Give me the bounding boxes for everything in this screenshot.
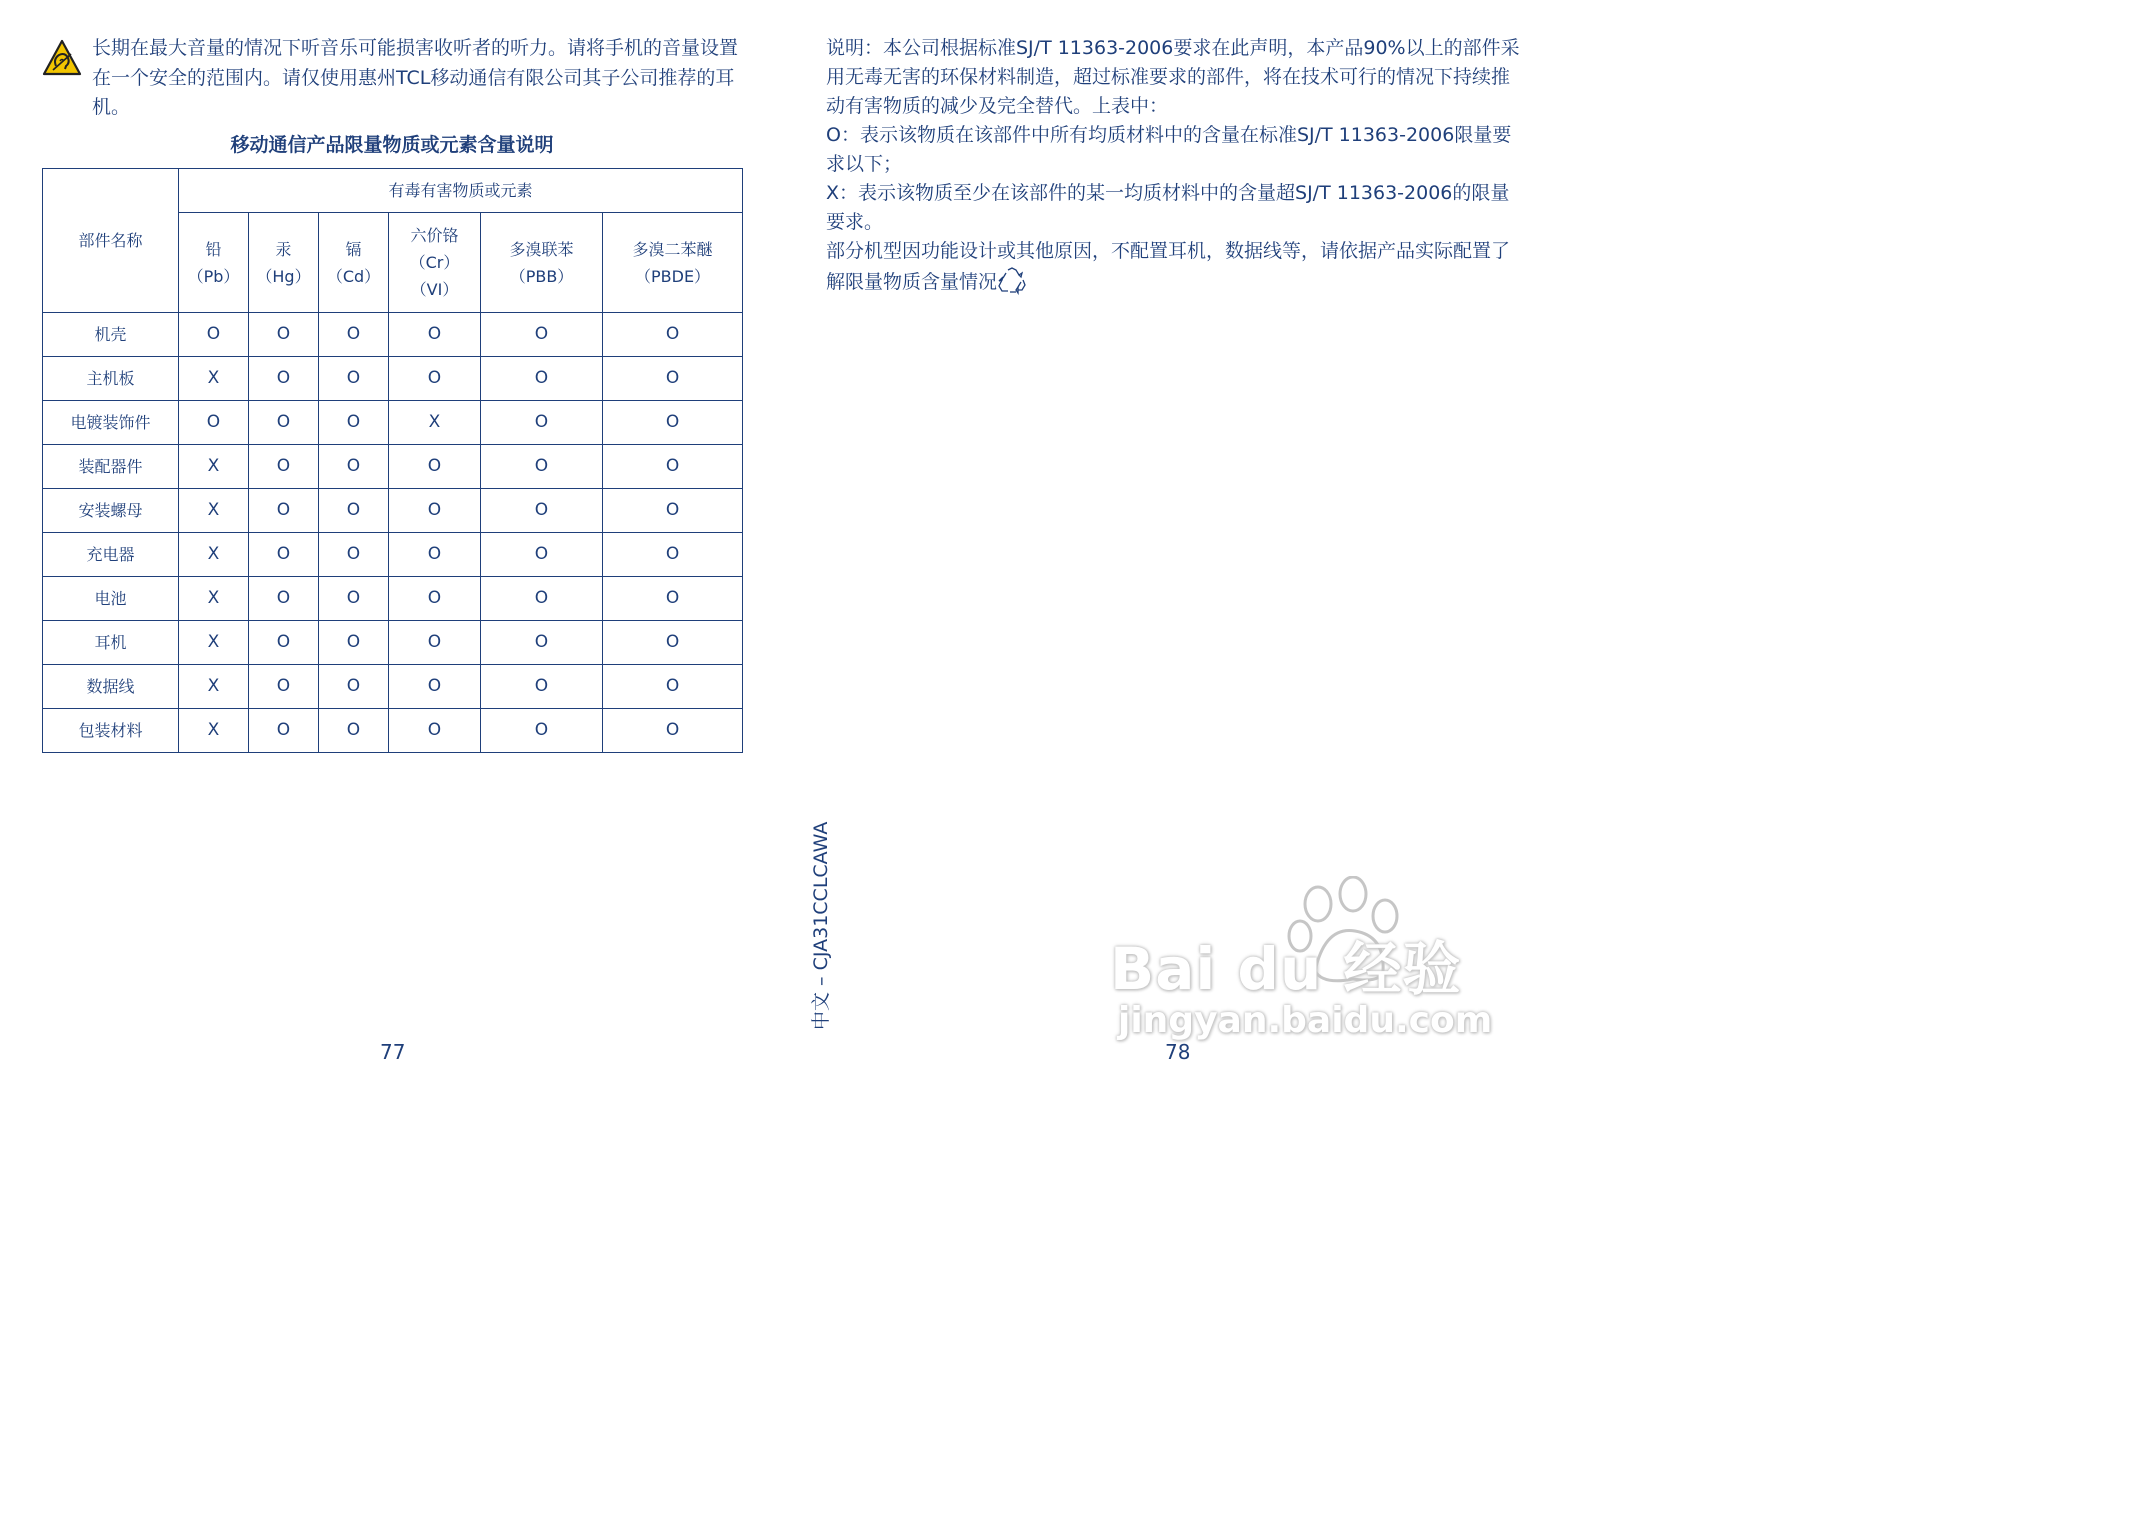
part-name-cell: 电镀装饰件 — [43, 401, 179, 445]
substance-mark-cell: O — [603, 533, 743, 577]
baidu-jingyan-watermark — [1110, 876, 1493, 1056]
legend-x-paragraph: X：表示该物质至少在该部件的某一均质材料中的含量超SJ/T 11363-2006的限量要求。 — [826, 182, 1510, 233]
substance-mark-cell: O — [603, 621, 743, 665]
table-row — [43, 577, 743, 621]
substance-mark-cell: X — [179, 357, 249, 401]
substance-mark-cell: O — [481, 621, 603, 665]
substance-column-header — [319, 213, 389, 313]
substance-column-header — [249, 213, 319, 313]
table-row — [43, 445, 743, 489]
left-page — [0, 0, 780, 1108]
substance-mark-cell: O — [481, 445, 603, 489]
substance-mark-cell: O — [481, 533, 603, 577]
substance-mark-cell: O — [319, 533, 389, 577]
page-number: 78 — [1165, 1040, 1191, 1064]
table-row — [43, 313, 743, 357]
substance-mark-cell: O — [603, 357, 743, 401]
part-name-header: 部件名称 — [43, 169, 179, 313]
configuration-note-text: 部分机型因功能设计或其他原因，不配置耳机，数据线等，请依据产品实际配置了解限量物质含量情况 — [826, 240, 1511, 293]
configuration-note — [826, 237, 1528, 297]
recycle-icon — [997, 266, 1027, 296]
substance-mark-cell: O — [481, 665, 603, 709]
part-name-cell: 耳机 — [43, 621, 179, 665]
substance-mark-cell: O — [389, 665, 481, 709]
substance-mark-cell: O — [179, 313, 249, 357]
substance-column-header — [481, 213, 603, 313]
substance-mark-cell: X — [179, 533, 249, 577]
table-row — [43, 401, 743, 445]
table-row — [43, 709, 743, 753]
substance-name: 铅 — [205, 239, 222, 259]
substance-mark-cell: O — [249, 313, 319, 357]
substance-name: 汞 — [275, 239, 292, 259]
hearing-warning-icon — [42, 39, 82, 77]
substance-mark-cell: O — [389, 533, 481, 577]
substance-mark-cell: X — [179, 621, 249, 665]
substance-symbol: （PBB） — [509, 266, 574, 286]
part-name-cell: 机壳 — [43, 313, 179, 357]
substance-mark-cell: O — [481, 709, 603, 753]
part-name-cell: 主机板 — [43, 357, 179, 401]
substance-mark-cell: O — [603, 665, 743, 709]
substance-mark-cell: O — [481, 401, 603, 445]
substance-mark-cell: X — [179, 489, 249, 533]
table-row — [43, 489, 743, 533]
legend-o-paragraph: O：表示该物质在该部件中所有均质材料中的含量在标准SJ/T 11363-2006限量要求以下； — [826, 124, 1512, 175]
substance-mark-cell: O — [389, 489, 481, 533]
substance-mark-cell: O — [249, 489, 319, 533]
substance-mark-cell: O — [319, 401, 389, 445]
substance-mark-cell: O — [319, 577, 389, 621]
table-row — [43, 665, 743, 709]
substance-mark-cell: O — [249, 577, 319, 621]
substance-symbol: （Cd） — [326, 266, 381, 286]
substance-mark-cell: O — [389, 445, 481, 489]
substance-mark-cell: O — [389, 357, 481, 401]
substance-mark-cell: X — [179, 445, 249, 489]
substance-mark-cell: O — [179, 401, 249, 445]
substance-mark-cell: O — [481, 489, 603, 533]
substance-mark-cell: O — [389, 313, 481, 357]
substance-mark-cell: O — [319, 445, 389, 489]
substance-mark-cell: X — [179, 577, 249, 621]
substance-mark-cell: O — [319, 313, 389, 357]
substance-symbol-valence: （VI） — [410, 280, 459, 299]
substance-mark-cell: O — [249, 709, 319, 753]
table-title: 移动通信产品限量物质或元素含量说明 — [230, 134, 554, 156]
substance-mark-cell: O — [603, 313, 743, 357]
part-name-cell: 电池 — [43, 577, 179, 621]
declaration-text — [826, 34, 1528, 297]
substance-name: 多溴二苯醚 — [632, 239, 713, 259]
substance-mark-cell: O — [319, 709, 389, 753]
substance-mark-cell: O — [319, 621, 389, 665]
substance-mark-cell: O — [603, 401, 743, 445]
substance-mark-cell: O — [603, 489, 743, 533]
substance-name: 镉 — [345, 239, 362, 259]
substance-mark-cell: X — [179, 709, 249, 753]
page-number: 77 — [380, 1040, 406, 1064]
substance-mark-cell: O — [481, 577, 603, 621]
substance-mark-cell: O — [603, 445, 743, 489]
substance-mark-cell: O — [319, 665, 389, 709]
substance-mark-cell: O — [249, 665, 319, 709]
substance-mark-cell: X — [179, 665, 249, 709]
document-code-text: 中文 – CJA31CCLCAWA — [810, 821, 832, 1030]
part-name-cell: 充电器 — [43, 533, 179, 577]
substance-symbol: （PBDE） — [635, 266, 711, 286]
substance-group-header: 有毒有害物质或元素 — [179, 169, 743, 213]
watermark-brand: Bai du 经验 — [1110, 935, 1462, 1003]
substance-mark-cell: O — [249, 621, 319, 665]
substance-column-header — [389, 213, 481, 313]
part-name-cell: 安装螺母 — [43, 489, 179, 533]
substance-mark-cell: O — [319, 489, 389, 533]
substance-column-header — [179, 213, 249, 313]
substance-mark-cell: O — [481, 313, 603, 357]
substance-mark-cell: O — [603, 577, 743, 621]
part-name-cell: 装配器件 — [43, 445, 179, 489]
substance-mark-cell: O — [389, 621, 481, 665]
warning-text: 长期在最大音量的情况下听音乐可能损害收听者的听力。请将手机的音量设置在一个安全的范围内。请仅使用惠州TCL移动通信有限公司其子公司推荐的耳机。 — [92, 37, 739, 118]
substance-mark-cell: O — [249, 357, 319, 401]
substance-symbol: （Cr） — [409, 253, 460, 272]
substance-symbol: （Hg） — [256, 266, 311, 286]
substance-mark-cell: O — [319, 357, 389, 401]
table-row — [43, 533, 743, 577]
substance-column-header — [603, 213, 743, 313]
table-row — [43, 357, 743, 401]
declaration-paragraph: 说明：本公司根据标准SJ/T 11363-2006要求在此声明，本产品90%以上的部件采用无毒无害的环保材料制造，超过标准要求的部件，将在技术可行的情况下持续推动有害物质的减少及完全替代。上表中： — [826, 37, 1520, 117]
right-page — [780, 0, 1560, 1108]
substance-mark-cell: O — [481, 357, 603, 401]
substance-mark-cell: O — [249, 533, 319, 577]
substance-mark-cell: O — [249, 445, 319, 489]
substance-mark-cell: O — [389, 709, 481, 753]
substance-mark-cell: O — [249, 401, 319, 445]
substance-mark-cell: O — [603, 709, 743, 753]
hazardous-substances-table — [42, 168, 743, 753]
substance-name: 六价铬 — [410, 226, 459, 245]
substance-name: 多溴联苯 — [509, 239, 574, 259]
part-name-cell: 数据线 — [43, 665, 179, 709]
part-name-cell: 包装材料 — [43, 709, 179, 753]
table-row — [43, 621, 743, 665]
substance-symbol: （Pb） — [187, 266, 240, 286]
watermark-url: jingyan.baidu.com — [1118, 1000, 1493, 1041]
substance-mark-cell: X — [389, 401, 481, 445]
substance-mark-cell: O — [389, 577, 481, 621]
